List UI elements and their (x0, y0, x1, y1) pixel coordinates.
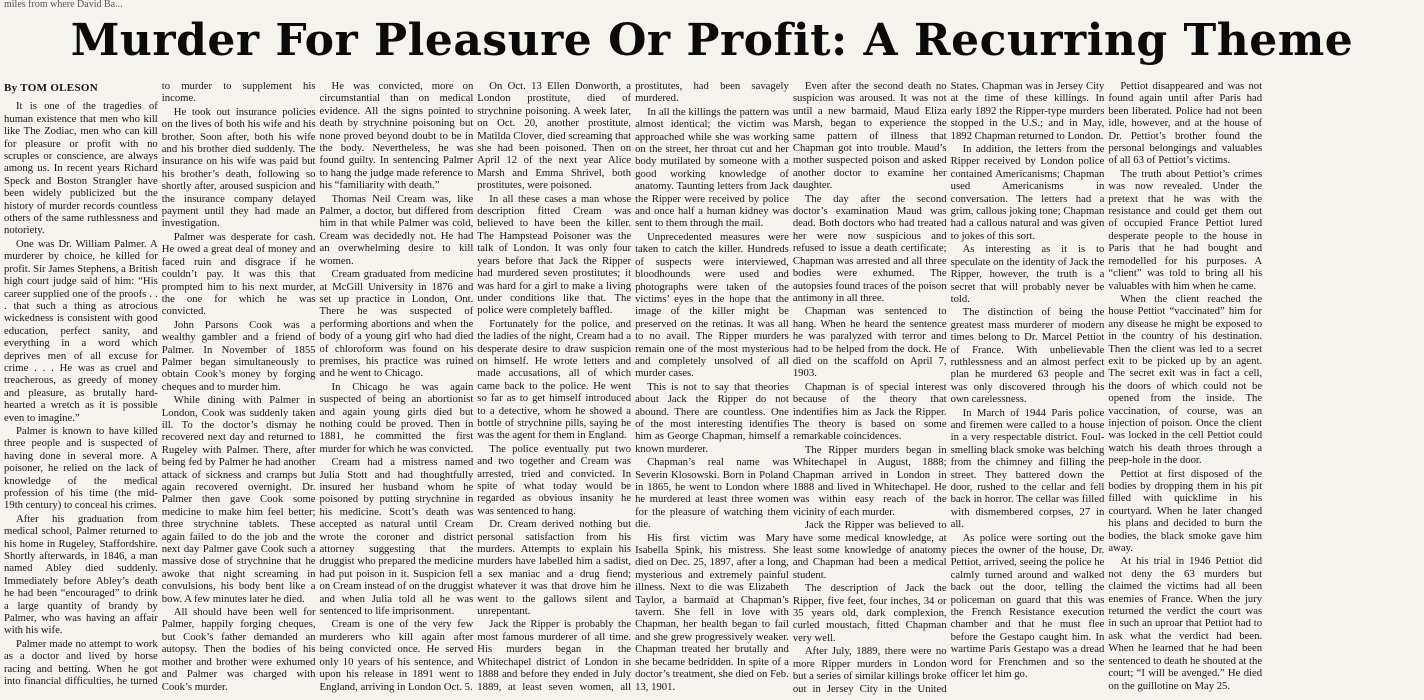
paragraph: Palmer is known to have killed three people and is suspected of having done in several more. A poisoner, he relied on the lack of knowledge of the medical profession of his time (the mid-19th century) to conceal his crimes. (4, 424, 158, 512)
paragraph: After July, 1889, there were no more Ripper murders in London but a series of similar killings broke out in Jersey City in the United States. Chapman was in Jersey City at the time of these killings. In early 1892 the Ripper-type murders stopped in the U.S.; and in May, 1892 Chapman returned to London. (792, 80, 1105, 695)
paragraph: In addition, the letters from the Ripper received by London police contained Americanisms; Chapman used Americanisms in conversation. The letters had a grim, callous joking tone; Chapman had a callous natural and was given to jokes of this sort. (950, 143, 1105, 242)
paragraph: He took out insurance policies on the lives of both his wife and his brother. Soon after, both his wife and his brother died suddenly. The insurance on his wife was paid but his brother’s death, following so shortly after, aroused suspicion and the insurance company delayed payment until they had made an investigation. (161, 105, 316, 230)
paragraph: As police were sorting out the pieces the owner of the house, Dr. Pettiot, arrived, seeing the police he calmly turned around and walked back out the door, telling the policeman on guard that this was the French Resistance execution chamber and that he must flee before the Gestapo caught him. In wartime Paris Gestapo was a dread word for Frenchmen and so the officer let him go. (950, 531, 1105, 681)
paragraph: In all these cases a man whose description fitted Cream was believed to have been the killer. The Hampstead Poisoner was the talk of London. It was only four years before that Jack the Ripper had murdered seven prostitutes; it was hard for a girl to make a living under conditions like that. The police were completely baffled. (477, 192, 632, 317)
article-body (4, 80, 1420, 698)
paragraph: Palmer made no attempt to work as a doctor and lived by horse racing and betting. When he got into financial difficulties, he turned to murder to supplement his income. (4, 80, 316, 688)
paragraph: The description of Jack the Ripper, five feet, four inches, 34 or 35 years old, dark complexion, curled moustach, fitted Chapman very well. (792, 582, 947, 644)
paragraph: Dr. Cream derived nothing but personal satisfaction from his murders. Attempts to explain his murders have labelled him a sadist, a sex maniac and a drug fiend; whatever it was that drove him he went to the gallows silent and unrepentant. (477, 518, 632, 618)
paragraph: Even after the second death no suspicion was aroused. It was not until a new barmaid, Maud Eliza Marsh, began to experience the same pattern of illness that Chapman got into trouble. Maud’s mother suspected poison and asked another doctor to examine her daughter. (792, 80, 947, 192)
paragraph: Chapman was sentenced to hang. When he heard the sentence he was paralyzed with terror and had to be helped from the dock. He died on the scaffold on April 7, 1903. (792, 305, 947, 380)
paragraph: At his trial in 1946 Pettiot did not deny the 63 murders but claimed the victims had all been enemies of France. When the jury returned the verdict the court was in such an uproar that Pettiot had to ask what the verdict had been. When he learned that he had been sentenced to death he shouted at the court; “I will be avenged.” He died on the guillotine on May 25. (1108, 555, 1263, 692)
byline: By TOM OLESON (4, 82, 98, 94)
paragraph: One was Dr. William Palmer. A murderer by choice, he killed for profit. Sir James Stephens, a British high court judge said of him: “His career supplied one of the proofs . . . that such a thing as atrocious wickedness is consistent with good education, perfect sanity, and everything in a word which deprives men of all excuse for crime . . . He was as cruel and treacherous, as greedy of money and pleasure, as brutally hard-hearted a wretch as it is possible even to imagine.” (4, 237, 158, 424)
paragraph: Jack the Ripper was believed to have some medical knowledge, at least some knowledge of anatomy and Chapman had been a medical student. (792, 519, 947, 581)
paragraph: Palmer was desperate for cash. He owed a great deal of money and faced ruin and disgrace if he couldn’t pay. It was this that prompted him to his next murder, the one for which he was convicted. (161, 230, 316, 318)
paragraph: Unprecedented measures were taken to catch the killer. Hundreds of suspects were interviewed, bloodhounds were used and photographs were taken of the victims’ eyes in the hope that the image of the killer might be preserved on the retinas. It was all to no avail. The Ripper murders remain one of the most mysterious and completely unsolved of all murder cases. (635, 230, 789, 380)
paragraph: The truth about Pettiot’s crimes was now revealed. Under the pretext that he was with the resistance and could get them out of occupied France Pettiot lured desperate people to the house in Paris that he had bought and remodelled for his purposes. A “client” was told to bring all his valuables with him when he came. (1108, 167, 1263, 292)
paragraph: The Ripper murders began in Whitechapel in August, 1888; Chapman arrived in London in 1888 and lived in Whitechapel. He was within easy reach of the vicinity of each murder. (792, 443, 947, 518)
paragraph: He was convicted, more on circumstantial than on medical evidence. All the signs pointed to death by strychnine poisoning but none proved beyond doubt to be in the body. Nevertheless, he was found guilty. In sentencing Palmer to hang the judge made reference to his “familiarity with death.” (319, 80, 474, 192)
headline: Murder For Pleasure Or Profit: A Recurring Theme (70, 15, 1354, 66)
paragraph: After his graduation from medical school, Palmer returned to his home in Rugeley, Staffordshire. Shortly afterwards, in 1846, a man named Abley died suddenly. Immediately before Abley’s death he had been “encouraged” to drink a large quantity of brandy by Palmer, who was having an affair with his wife. (4, 512, 158, 637)
paragraph: As interesting as it is to speculate on the identity of Jack the Ripper, however, the truth is a secret that will probably never be told. (950, 243, 1105, 305)
paragraph: On Oct. 13 Ellen Donworth, a London prostitute, died of strychnine poisoning. A week later, on Oct. 20, another prostitute, Matilda Clover, died screaming that she had been poisoned. Then on April 12 of the next year Alice Marsh and Emma Shrivel, both prostitutes, were poisoned. (477, 80, 632, 192)
paragraph: While dining with Palmer in London, Cook was suddenly taken ill. To the doctor’s dismay he recovered next day and returned to Rugeley with Palmer. There, after being fed by Palmer he had another attack of sickness and cramps but again recovered overnight. Dr. Palmer then gave Cook some medicine to make him feel better; three strychnine tablets. These again failed to do the job and the next day Palmer gave Cook such a massive dose of strychnine that he awoke that night screaming in convulsions, his body bent like a bow. A few minutes later he died. (161, 394, 316, 605)
paragraph: In all the killings the pattern was almost identical; the victim was approached while she was working on the street, her throat cut and her body mutilated by someone with a good working knowledge of anatomy. Taunting letters from Jack the Ripper were received by police and once half a human kidney was sent to them through the mail. (635, 105, 789, 230)
paragraph: The police eventually put two and two together and Cream was arrested, tried and convicted. In spite of what today would be regarded as obvious insanity he was sentenced to hang. (477, 442, 632, 517)
paragraph: This is not to say that theories about Jack the Ripper do not abound. There are countless. One of the most interesting identifies him as George Chapman, himself a known murderer. (635, 380, 789, 455)
paragraph: It is one of the tragedies of human existence that men who kill like The Zodiac, men who can kill for pleasure or profit with no scruples or conscience, are always among us. In recent years Richard Speck and Boston Strangler have been widely publicized but the history of murder records countless others of the same ruthlessness and notoriety. (4, 100, 158, 237)
paragraph: In March of 1944 Paris police and firemen were called to a house in a very respectable district. Foul-smelling black smoke was belching from the chimney and filling the street. They battered down the door, rushed to the cellar and fell back in horror. The cellar was filled with dismembered corpses, 27 in all. (950, 406, 1105, 531)
paragraph: In Chicago he was again suspected of being an abortionist and again young girls died but nothing could be proved. Then in 1881, he committed the first murder for which he was convicted. (319, 380, 474, 455)
paragraph: Pettiot at first disposed of the bodies by dropping them in his pit filled with quicklime in his courtyard. When he later changed his plans and decided to burn the bodies, the black smoke gave him away. (1108, 467, 1263, 555)
paragraph: When the client reached the house Pettiot “vaccinated” him for any disease he might be exposed to in the country of his destination. Then the client was led to a secret exit to be picked up by an agent. The secret exit was in fact a cell, the doors of which could not be opened from the inside. The vaccination, of course, was an injection of poison. Once the client was locked in the cell Pettiot could watch his death throes through a peep-hole in the door. (1108, 292, 1263, 467)
paragraph: Cream graduated from medicine at McGill University in 1876 and set up practice in London, Ont. There he was suspected of performing abortions and when the body of a young girl who had died of chloroform was found on his premises, his practice was ruined and he went to Chicago. (319, 268, 474, 380)
paragraph: Fortunately for the police, and the ladies of the night, Cream had a desperate desire to draw suspicion on himself. He wrote letters and made accusations, all of which came back to the police. He went so far as to get himself introduced to a detective, whom he showed a bottle of strychnine pills, saying he was the agent for them in England. (477, 317, 632, 442)
paragraph: Chapman is of special interest because of the theory that indentifies him as Jack the Ripper. The theory is based on some remarkable coincidences. (792, 380, 947, 443)
paragraph: His first victim was Mary Isabella Spink, his mistress. She died on Dec. 25, 1897, after a long, mysterious and extremely painful illness. Next to die was Elizabeth Taylor, a barmaid at Chapman’s tavern. She fell in love with Chapman, her health began to fail and she grew progressively weaker. Chapman treated her brutally and she became bedridden. In spite of a doctor’s treatment, she died on Feb. 13, 1901. (635, 531, 789, 693)
paragraph: Cream had a mistress named Julia Stott and had thoughtfully insured her husband whom he poisoned by putting strychnine in his medicine. Scott’s death was accepted as natural until Cream wrote the coroner and district attorney suggesting that the druggist who prepared the medicine had put poison in it. Suspicion fell on Cream instead of on the druggist and when Julia told all he was sentenced to life imprisonment. (319, 456, 474, 618)
paragraph: The day after the second doctor’s examination Maud was dead. Both doctors who had treated her were now suspicious and refused to issue a death certificate; Chapman was arrested and all three bodies were exhumed. The autopsies found traces of the poison antimony in all three. (792, 192, 947, 304)
paragraph: Pettiot disappeared and was not found again until after Paris had been liberated. Police had not been idle, however, and at the house of Dr. Pettiot’s brother found the personal belongings and valuables of all 63 of Pettiot’s victims. (1108, 80, 1263, 167)
paragraph: Chapman’s real name was Severin Klosowski. Born in Poland in 1865, he went to London where he murdered at least three women for the pleasure of watching them die. (635, 456, 789, 531)
previous-article-fragment: miles from where David Ba... (4, 0, 123, 10)
paragraph: All should have been well for Palmer, happily forging cheques, but Cook’s father demanded an autopsy. Then the bodies of his mother and brother were exhumed and Palmer was charged with Cook’s murder. (161, 606, 316, 693)
paragraph-container (4, 80, 1262, 698)
paragraph: Thomas Neil Cream was, like Palmer, a doctor, but differed from him in that while Palmer was cold, Cream was decidedly not. He had an overwhelming desire to kill women. (319, 192, 474, 267)
paragraph: Jack the Ripper is probably the most famous murderer of all time. His murders began in the Whitechapel district of London in 1888 and before they ended in July 1889, at least seven women, all prostitutes, had been savagely murdered. (477, 80, 789, 693)
paragraph: The distinction of being the greatest mass murderer of modern times belong to Dr. Marcel Pettiot of France. With unbelievable ruthlessness and an almost perfect plan he murdered 63 people and was only discovered through his own carelessness. (950, 306, 1105, 406)
paragraph: Cream is one of the very few murderers who kill again after being convicted once. He served only 10 years of his sentence, and upon his release in 1891 went to England, arriving in London Oct. 5. (319, 618, 474, 693)
paragraph: John Parsons Cook was a wealthy gambler and a friend of Palmer. In November of 1855 Palmer began simultaneously to obtain Cook’s money by forging cheques and to murder him. (161, 318, 316, 393)
